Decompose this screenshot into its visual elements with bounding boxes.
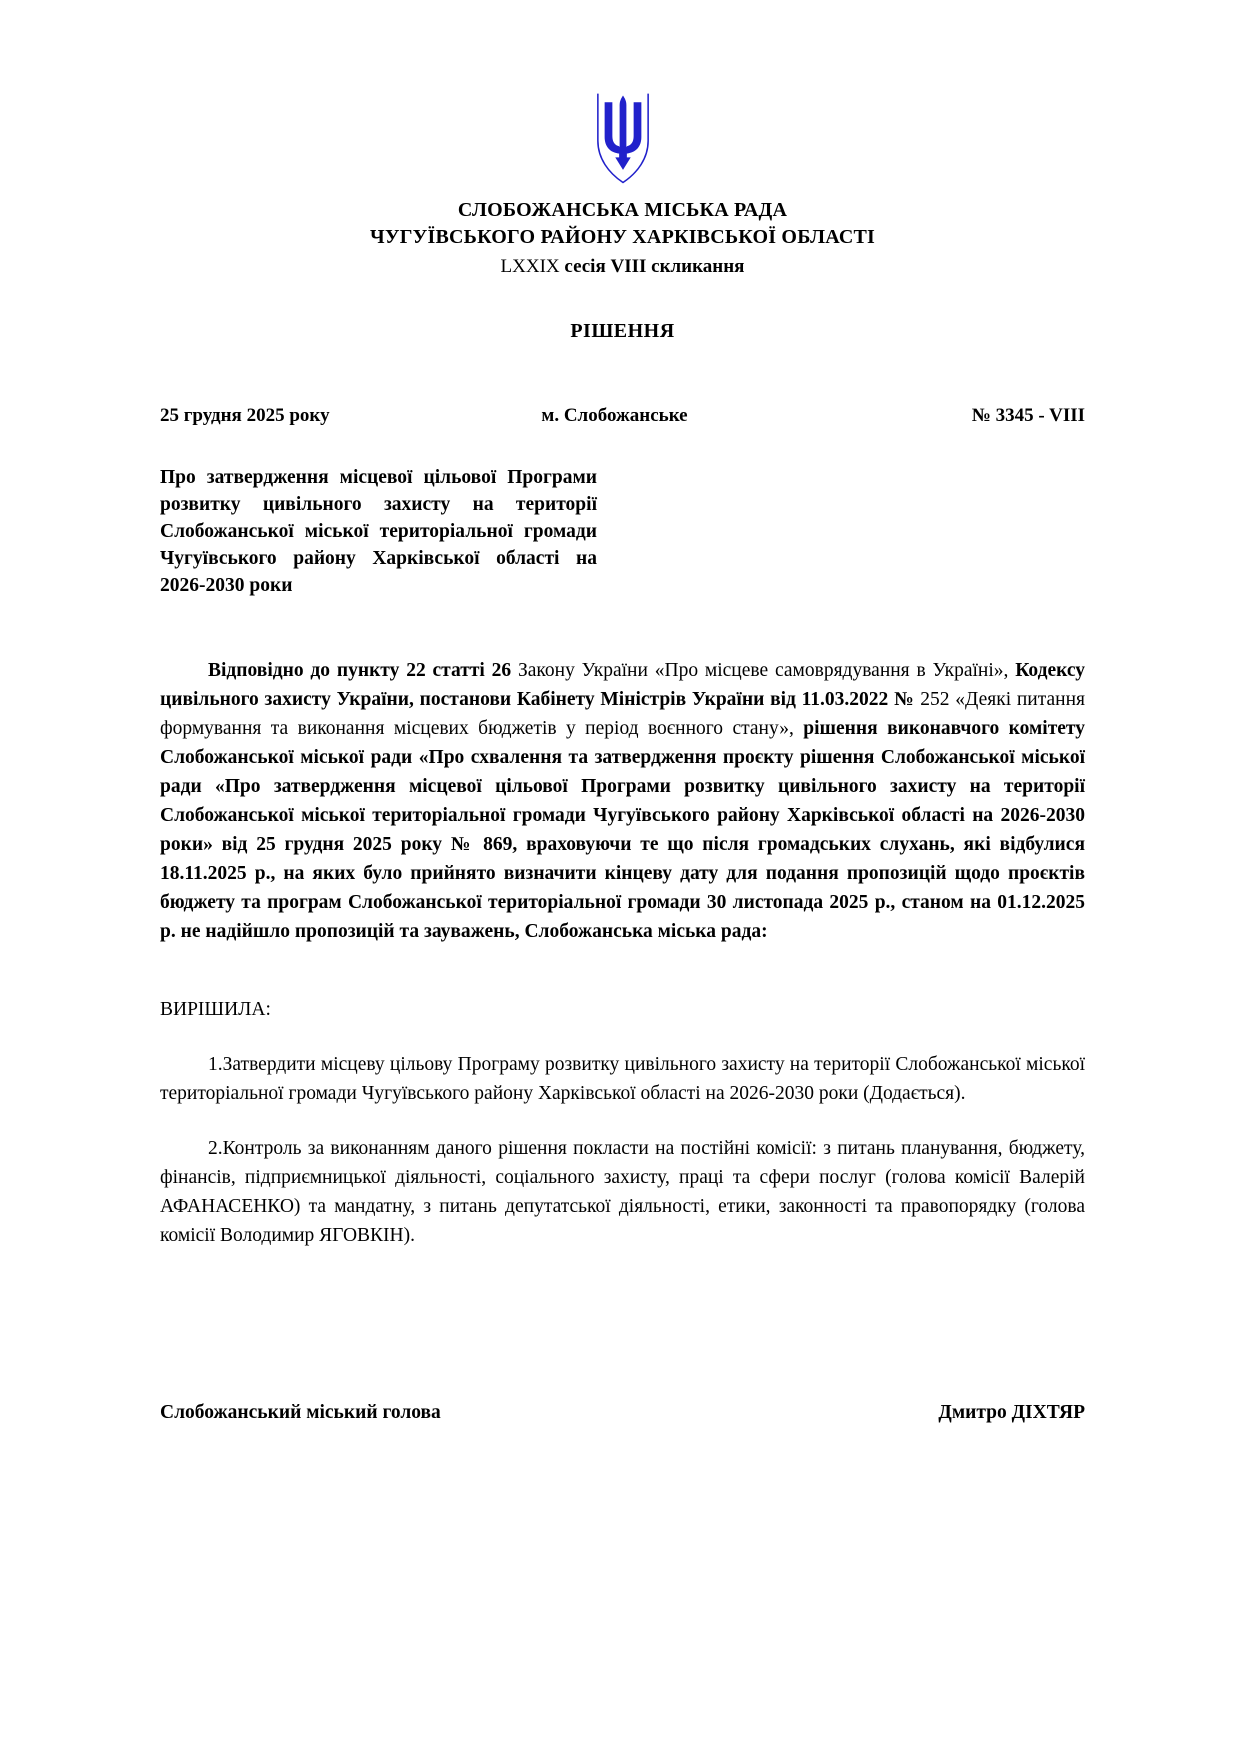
preamble-seg-2: Закону України «Про місцеве самоврядування в Україні», — [517, 660, 1016, 681]
document-date: 25 грудня 2025 року — [160, 405, 330, 426]
resolved-heading: ВИРІШИЛА: — [160, 999, 271, 1020]
document-number: № 3345 - VIII — [971, 405, 1085, 426]
signature-title: Слобожанський міський голова — [160, 1402, 441, 1423]
preamble-seg-1: Відповідно до пункту 22 статті 26 — [208, 660, 518, 681]
document-title: РІШЕННЯ — [570, 320, 675, 342]
emblem-container — [160, 92, 1085, 191]
meta-row — [160, 405, 1085, 427]
decision-item-2: 2.Контроль за виконанням даного рішення покласти на постійні комісії: з питань планування, бюджету, фінансів, підприємницької діяльності, соціального захисту, праці та сфери послуг (голова комісії Валерій АФАНАСЕНКО) та мандатну, з питань депутатської діяльності, етики, законності та правопорядку (голова комісії Володимир ЯГОВКІН). — [160, 1138, 1085, 1246]
signature-name: Дмитро ДІХТЯР — [938, 1402, 1085, 1423]
preamble-seg-5: рішення виконавчого комітету Слобожанської міської ради «Про схвалення та затвердження проєкту рішення Слобожанської міської ради «Про затвердження місцевої цільової Програми розвитку цивільного захисту на території Слобожанської міської територіальної громади Чугуївського району Харківської області на 2026-2030 роки» від 25 грудня 2025 року № 869, враховуючи те що після громадських слухань, які відбулися 18.11.2025 р., на яких було прийнято визначити кінцеву дату для подання пропозицій щодо проєктів бюджету та програм Слобожанської територіальної громади 30 листопада 2025 р., станом на 01.12.2025 р. не надійшло пропозицій та зауважень, Слобожанська міська рада: — [160, 718, 1085, 942]
preamble-seg-3: Кодексу цивільного захисту України, постанови Кабінету Міністрів України від 11.03.2022 № — [160, 660, 1085, 710]
preamble-paragraph — [160, 656, 1085, 946]
district-name: ЧУГУЇВСЬКОГО РАЙОНУ ХАРКІВСЬКОЇ ОБЛАСТІ — [369, 226, 876, 248]
session-number: LXXIX — [500, 256, 560, 277]
signature-row — [160, 1402, 1085, 1424]
decision-item-1: 1.Затвердити місцеву цільову Програму розвитку цивільного захисту на території Слобожанської міської територіальної громади Чугуївського району Харківської області на 2026-2030 роки (Додається). — [160, 1054, 1085, 1104]
document-place: м. Слобожанське — [541, 405, 688, 426]
ukraine-trident-icon — [594, 92, 652, 186]
session-label: сесія VIII скликання — [559, 256, 745, 277]
preamble-seg-4: 252 «Деякі питання формування та виконання місцевих бюджетів у період воєнного стану», — [160, 689, 1085, 739]
session-line — [160, 253, 1085, 280]
subject-paragraph: Про затвердження місцевої цільової Програми розвитку цивільного захисту на території Слобожанської міської територіальної громади Чугуївського району Харківської області на 2026-2030 роки — [160, 467, 597, 596]
council-name: СЛОБОЖАНСЬКА МІСЬКА РАДА — [457, 199, 788, 221]
